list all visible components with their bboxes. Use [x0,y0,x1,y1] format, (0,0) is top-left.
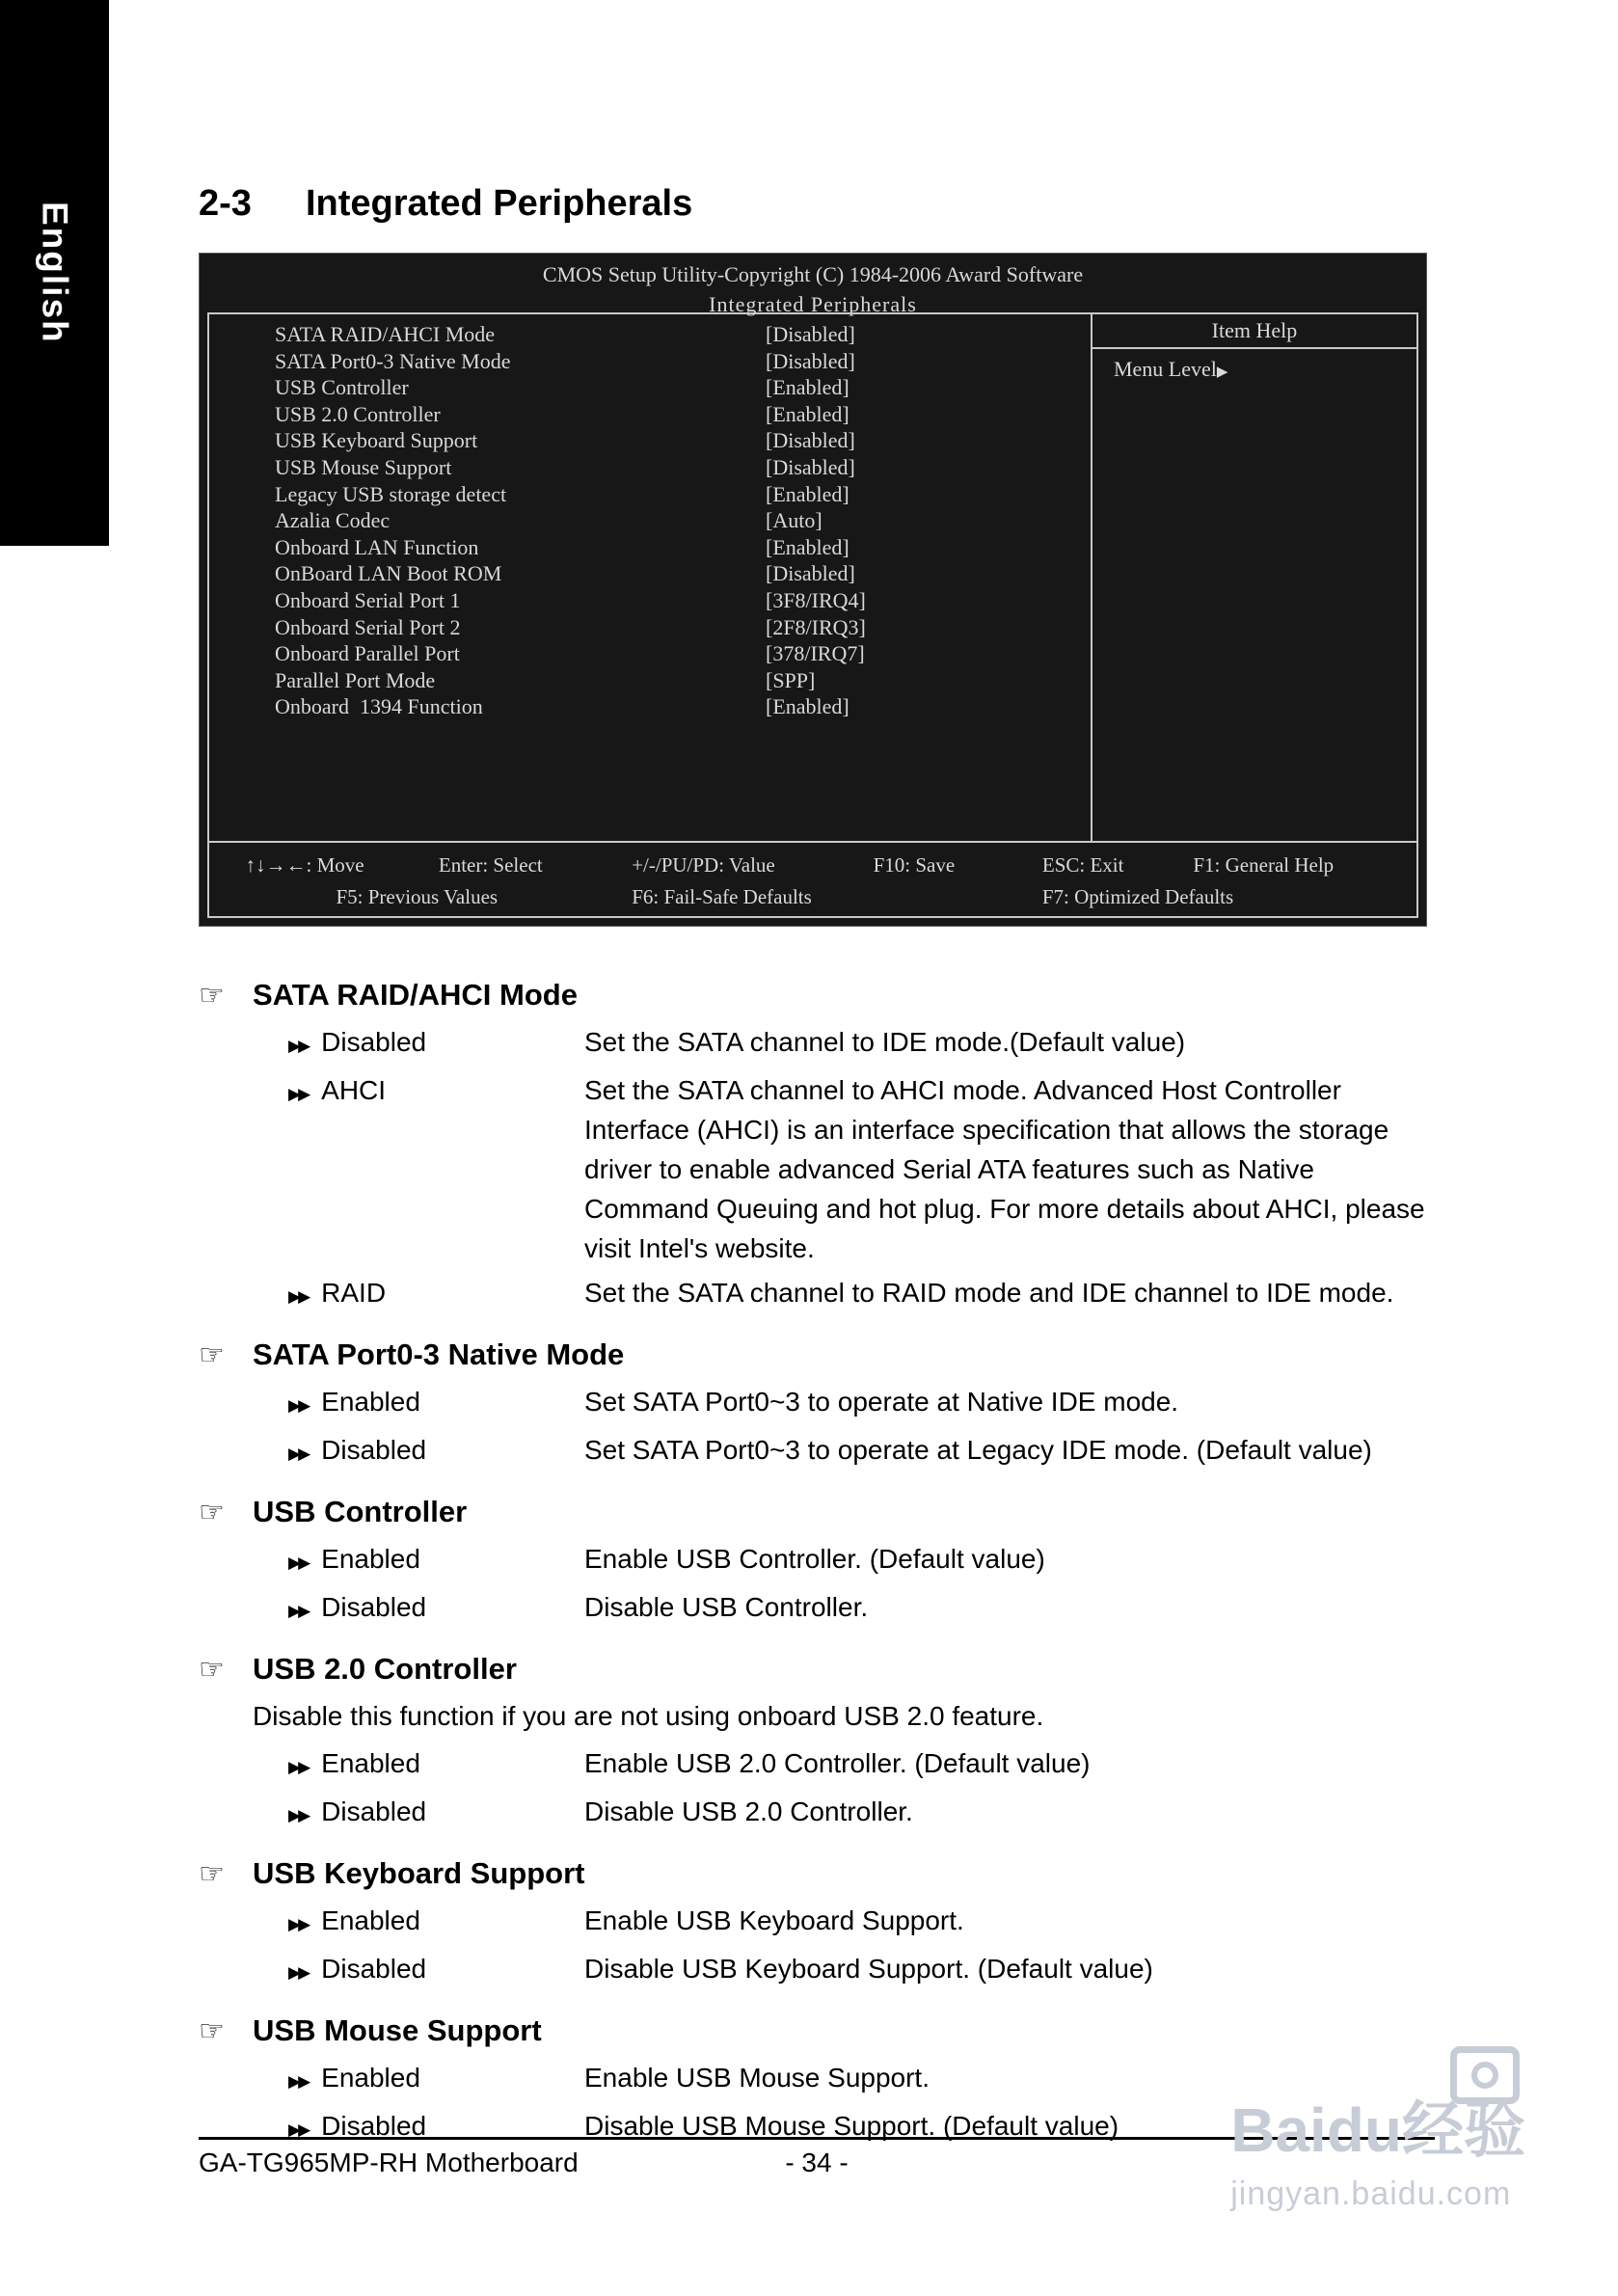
language-tab-label: English [35,202,75,344]
doc-section [199,1337,1439,1473]
bios-setting-row [209,587,1091,614]
camera-icon [1450,2046,1520,2104]
doc-item [199,1022,1439,1066]
key-hint-failsafe: F6: Fail-Safe Defaults [632,885,812,908]
section-title: SATA Port0-3 Native Mode [253,1337,625,1371]
item-desc: Disable USB Mouse Support. (Default value) [584,2111,1119,2141]
section-title: USB Mouse Support [253,2013,542,2047]
section-title: USB Keyboard Support [253,1856,585,1890]
doc-item [199,1539,1439,1582]
bios-setting-label: Onboard LAN Function [275,534,479,559]
doc-item-term [199,1743,584,1787]
watermark [1230,2081,1525,2213]
bios-setting-label: USB Mouse Support [275,454,452,479]
bios-setting-value: [2F8/IRQ3] [766,614,866,639]
section-items [199,1743,1439,1835]
item-marker-icon: ▶▶ [288,1915,309,1933]
doc-item [199,1382,1439,1425]
doc-item [199,1743,1439,1787]
section-items [199,1901,1439,1992]
doc-item-term [199,2058,584,2101]
bios-setting-row [209,401,1091,428]
item-term: Disabled [321,1954,427,1984]
item-desc: Enable USB Controller. (Default value) [584,1544,1045,1574]
doc-item-term [199,1382,584,1425]
bios-setting-value: [Disabled] [766,428,855,453]
bios-setting-label: SATA Port0-3 Native Mode [275,348,511,373]
bios-settings-list [209,314,1091,841]
bios-menu-level [1092,349,1416,382]
item-term: RAID [321,1278,387,1308]
item-desc: Enable USB Keyboard Support. [584,1905,964,1935]
section-name: Integrated Peripherals [306,183,693,224]
item-marker-icon: ▶▶ [288,2120,309,2139]
item-marker-icon: ▶▶ [288,1806,309,1824]
doc-item-term [199,1070,584,1268]
item-marker-icon: ▶▶ [288,1396,309,1415]
bios-setting-label: Parallel Port Mode [275,667,436,692]
item-term: Disabled [321,2111,427,2141]
bios-setting-value: [3F8/IRQ4] [766,587,866,612]
bios-setting-label: OnBoard LAN Boot ROM [275,561,502,586]
item-term: AHCI [321,1075,387,1105]
item-term: Disabled [321,1027,427,1057]
section-title: SATA RAID/AHCI Mode [253,978,578,1012]
bios-setting-value: [Enabled] [766,481,849,506]
bios-title: CMOS Setup Utility-Copyright (C) 1984-2006 Award Software [542,262,1084,286]
bios-setting-label: SATA RAID/AHCI Mode [275,322,496,346]
item-term: Enabled [321,1905,420,1935]
bios-setting-label: Azalia Codec [275,508,391,533]
section-items [199,1539,1439,1631]
page-title [199,183,692,225]
section-items [199,1382,1439,1473]
section-heading [199,1495,1439,1529]
section-heading [199,1337,1439,1372]
bios-setting-value: [Disabled] [766,322,855,346]
item-marker-icon: ▶▶ [288,1963,309,1982]
bios-setting-label: USB 2.0 Controller [275,401,441,426]
doc-item [199,1949,1439,1992]
bios-setting-row [209,481,1091,508]
doc-item-term [199,1587,584,1631]
bios-setting-value: [Enabled] [766,375,849,400]
bios-setting-value: [Enabled] [766,534,849,559]
menu-level-arrow-icon: ▶ [1216,365,1228,380]
item-desc: Set SATA Port0~3 to operate at Native IDE mode. [584,1387,1179,1417]
section-pointer-icon: ☞ [199,980,225,1012]
doc-item-term [199,2106,584,2149]
bios-setting-row [209,667,1091,694]
key-hint-optimized: F7: Optimized Defaults [1041,885,1234,908]
doc-item [199,1792,1439,1835]
bios-setting-label: Onboard Serial Port 2 [275,614,461,639]
bios-setting-value: [Auto] [766,508,822,533]
bios-subtitle: Integrated Peripherals [709,292,917,316]
item-desc: Set the SATA channel to IDE mode.(Default value) [584,1027,1186,1057]
item-marker-icon: ▶▶ [288,1758,309,1776]
key-hint-save: F10: Save [873,853,956,877]
camera-lens [1471,2062,1498,2089]
bios-screenshot [199,253,1427,927]
bios-setting-value: [Disabled] [766,561,855,586]
bios-setting-value: [378/IRQ7] [766,641,865,666]
section-number: 2-3 [199,183,252,224]
item-term: Disabled [321,1796,427,1826]
doc-item-term [199,1539,584,1582]
bios-inner-frame [207,312,1418,918]
watermark-domain: jingyan.baidu.com [1230,2175,1512,2212]
item-term: Enabled [321,1544,420,1574]
section-pointer-icon: ☞ [199,1654,225,1686]
item-term: Enabled [321,1387,420,1417]
doc-item-term [199,1792,584,1835]
doc-item [199,1273,1439,1316]
key-hint-select: Enter: Select [438,853,543,877]
doc-item-term [199,1901,584,1944]
section-note: Disable this function if you are not using onboard USB 2.0 feature. [253,1701,1044,1731]
bios-setting-row [209,534,1091,561]
doc-section [199,1856,1439,1992]
bios-setting-label: Onboard Serial Port 1 [275,587,461,612]
section-heading [199,1652,1439,1687]
item-term: Enabled [321,1748,420,1778]
doc-item [199,1070,1439,1268]
item-marker-icon: ▶▶ [288,1553,309,1572]
bios-setting-label: Onboard Parallel Port [275,641,460,666]
section-heading [199,978,1439,1013]
section-title: USB Controller [253,1495,468,1528]
section-pointer-icon: ☞ [199,1497,225,1528]
bios-setting-row [209,640,1091,667]
item-desc: Set SATA Port0~3 to operate at Legacy IDE mode. (Default value) [584,1435,1372,1465]
footer-page-number: - 34 - [785,2147,849,2177]
bios-setting-value: [Enabled] [766,694,849,719]
section-title: USB 2.0 Controller [253,1652,517,1686]
section-pointer-icon: ☞ [199,1339,225,1371]
bios-setting-value: [Enabled] [766,401,849,426]
item-desc: Disable USB Controller. [584,1592,869,1622]
section-heading [199,1856,1439,1891]
item-desc: Set the SATA channel to RAID mode and IDE channel to IDE mode. [584,1278,1394,1308]
language-tab [0,0,109,546]
bios-setting-label: USB Keyboard Support [275,428,478,453]
doc-sections [199,957,1439,2154]
item-term: Disabled [321,1592,427,1622]
key-hint-exit: ESC: Exit [1041,853,1124,877]
bios-setting-label: Onboard 1394 Function [275,694,483,719]
bios-setting-row [209,693,1091,720]
key-hint-value: +/-/PU/PD: Value [632,853,775,877]
item-marker-icon: ▶▶ [288,1287,309,1306]
bios-setting-row [209,348,1091,375]
item-term: Enabled [321,2063,420,2093]
bios-key-legend [209,841,1416,916]
doc-item-term [199,1273,584,1316]
item-marker-icon: ▶▶ [288,1602,309,1620]
section-heading [199,2013,1439,2048]
watermark-brand-latin: Baidu [1230,2095,1402,2165]
item-marker-icon: ▶▶ [288,2072,309,2091]
bios-setting-row [209,427,1091,454]
item-desc: Disable USB 2.0 Controller. [584,1796,913,1826]
item-marker-icon: ▶▶ [288,1445,309,1463]
bios-setting-row [209,560,1091,587]
doc-item-term [199,1949,584,1992]
item-desc: Disable USB Keyboard Support. (Default value) [584,1954,1153,1984]
bios-help-title: Item Help [1092,314,1416,349]
bios-setting-label: Legacy USB storage detect [275,481,507,506]
section-pointer-icon: ☞ [199,2015,225,2047]
bios-setting-row [209,507,1091,534]
bios-help-panel [1091,314,1416,841]
key-hint-previous: F5: Previous Values [336,885,499,908]
doc-section [199,1652,1439,1835]
doc-item-term [199,1022,584,1066]
bios-setting-value: [Disabled] [766,454,855,479]
key-hint-move: ↑↓→←: Move [245,853,364,877]
doc-item [199,1430,1439,1473]
item-desc: Enable USB Mouse Support. [584,2063,930,2093]
bios-setting-row [209,614,1091,641]
bios-setting-row [209,454,1091,481]
doc-item [199,1901,1439,1944]
doc-item [199,1587,1439,1631]
section-pointer-icon: ☞ [199,1858,225,1890]
bios-setting-value: [SPP] [766,667,816,692]
watermark-brand-cjk: 经验 [1402,2095,1525,2165]
doc-section [199,1495,1439,1631]
bios-setting-label: USB Controller [275,375,409,400]
bios-setting-value: [Disabled] [766,348,855,373]
footer-model: GA-TG965MP-RH Motherboard [199,2147,579,2177]
doc-section [199,978,1439,1316]
item-marker-icon: ▶▶ [288,1037,309,1055]
menu-level-label: Menu Level [1113,357,1217,381]
item-desc: Enable USB 2.0 Controller. (Default value) [584,1748,1091,1778]
bios-setting-row [209,374,1091,401]
item-term: Disabled [321,1435,427,1465]
doc-item-term [199,1430,584,1473]
bios-setting-row [209,321,1091,348]
item-desc: Set the SATA channel to AHCI mode. Advanced Host Controller Interface (AHCI) is an interface specification that allows the storage driver to enable advanced Serial ATA features such as Native Command Queuing and hot plug. For more details about AHCI, please visit Intel's website. [584,1075,1425,1263]
section-items [199,1022,1439,1316]
key-hint-help: F1: General Help [1193,853,1335,877]
item-marker-icon: ▶▶ [288,1085,309,1103]
